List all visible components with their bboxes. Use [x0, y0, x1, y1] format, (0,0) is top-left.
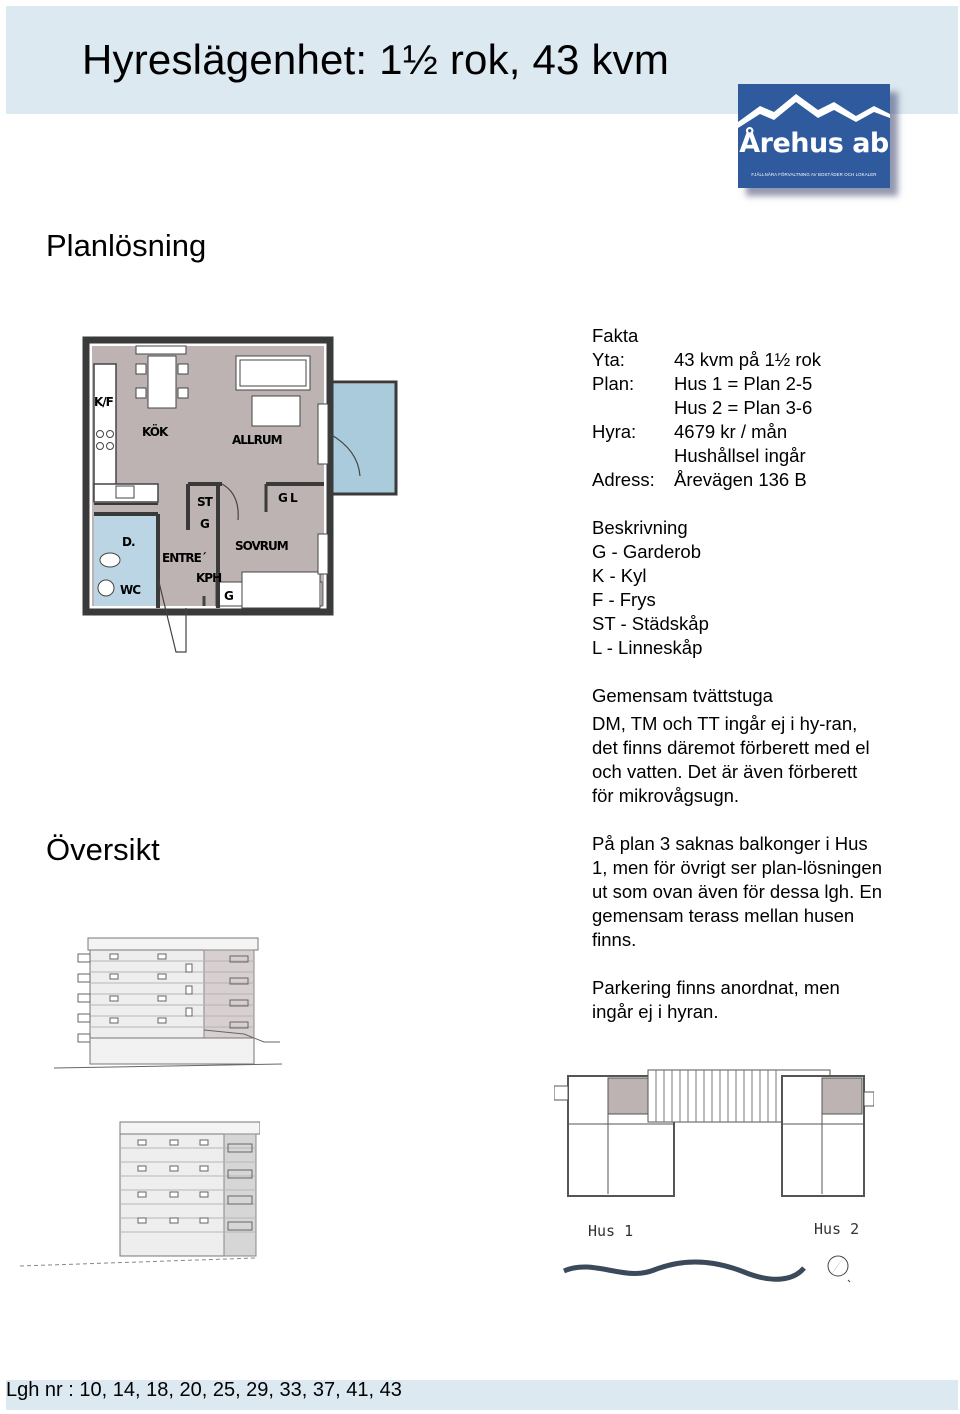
fact-row	[592, 348, 912, 372]
label-g1: G	[200, 517, 209, 531]
label-kph: KPH	[196, 571, 222, 585]
laundry-heading: Gemensam tvättstuga	[592, 685, 773, 706]
label-g2: G	[224, 589, 233, 603]
fact-value: Hus 2 = Plan 3-6	[674, 397, 813, 418]
overview-heading: Översikt	[46, 832, 160, 867]
apartment-numbers: Lgh nr : 10, 14, 18, 20, 25, 29, 33, 37, 41, 43	[6, 1379, 402, 1401]
fact-label: Yta:	[592, 349, 625, 370]
logo-tagline: FJÄLLNÄRA FÖRVALTNING AV BOSTÄDER OCH LOKALER	[751, 172, 877, 177]
info-paragraph: På plan 3 saknas balkonger i Hus 1, men för övrigt ser plan-lösningen ut som ovan även för dessa lgh. En gemensam terass mellan husen finns.	[592, 833, 883, 950]
site-label-hus1: Hus 1	[588, 1222, 634, 1240]
fact-value: 43 kvm på 1½ rok	[674, 349, 822, 370]
building-elevation-2	[20, 1118, 260, 1268]
floor-plan	[80, 334, 410, 654]
fact-row	[592, 468, 912, 492]
description-item: G - Garderob	[592, 541, 701, 562]
fact-value: Hushållsel ingår	[674, 445, 806, 466]
page-title: Hyreslägenhet: 1½ rok, 43 kvm	[82, 36, 670, 83]
label-allrum: ALLRUM	[232, 433, 282, 447]
label-d: D.	[122, 535, 135, 549]
fact-value: Hus 1 = Plan 2-5	[674, 373, 813, 394]
label-entre: ENTRE´	[162, 551, 206, 565]
site-plan-highlight-hus1	[608, 1078, 648, 1114]
site-plan	[554, 1066, 874, 1296]
fact-value: Årevägen 136 B	[674, 469, 807, 490]
fact-value: 4679 kr / mån	[674, 421, 788, 442]
fact-row	[592, 372, 912, 396]
label-sovrum: SOVRUM	[235, 539, 288, 553]
fact-label	[592, 396, 674, 420]
description-item: F - Frys	[592, 589, 656, 610]
fact-label: Plan:	[592, 373, 635, 394]
fact-label: Adress:	[592, 469, 655, 490]
facts-heading: Fakta	[592, 325, 639, 346]
site-plan-highlight-hus2	[822, 1078, 862, 1114]
fact-label: Hyra:	[592, 421, 637, 442]
fact-row	[592, 444, 912, 468]
fact-row	[592, 396, 912, 420]
description-heading: Beskrivning	[592, 517, 688, 538]
facts-panel	[592, 324, 912, 1048]
label-st: ST	[197, 495, 212, 509]
fact-label	[592, 444, 674, 468]
north-arrow-icon	[828, 1254, 850, 1282]
logo-name: Årehus ab	[739, 128, 889, 159]
floor-plan-balcony	[332, 384, 396, 494]
description-item: ST - Städskåp	[592, 613, 709, 634]
building-elevation-1	[54, 934, 284, 1074]
description-item: K - Kyl	[592, 565, 647, 586]
fact-row	[592, 420, 912, 444]
river-line	[564, 1262, 804, 1279]
arehus-logo	[738, 84, 890, 188]
description-item: L - Linneskåp	[592, 637, 703, 658]
label-wc: WC	[120, 583, 141, 597]
info-paragraph: Parkering finns anordnat, men ingår ej i hyran.	[592, 977, 840, 1022]
label-gl: G L	[278, 491, 297, 505]
label-kf: K/F	[94, 395, 113, 409]
site-label-hus2: Hus 2	[814, 1220, 860, 1238]
floorplan-heading: Planlösning	[46, 228, 207, 263]
info-paragraph: DM, TM och TT ingår ej i hy-ran, det finns däremot förberett med el och vatten. Det är även förberett för mikrovågsugn.	[592, 713, 870, 806]
label-kok: KÖK	[142, 425, 168, 439]
